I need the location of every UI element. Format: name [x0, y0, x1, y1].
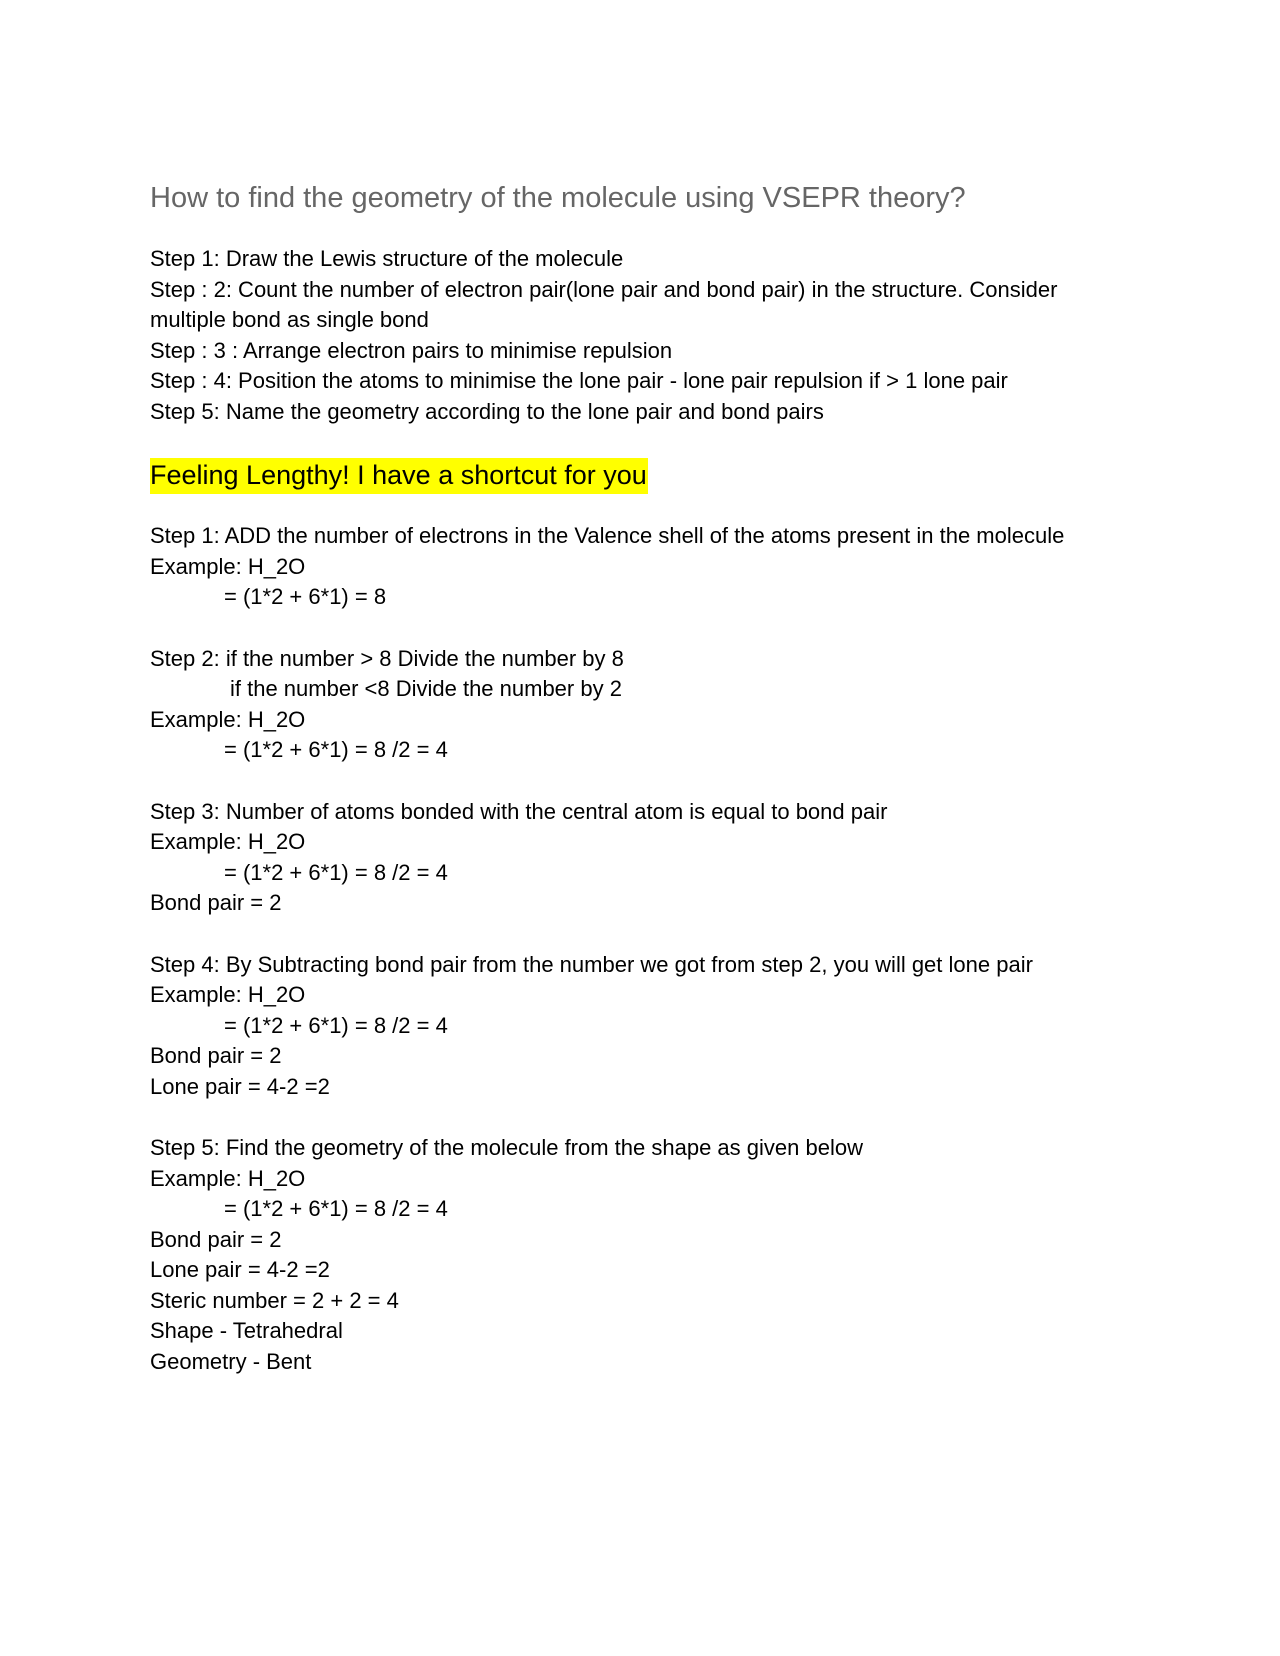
step-line: Step : 4: Position the atoms to minimise the lone pair - lone pair repulsion if > 1 lone pair — [150, 368, 1008, 393]
shortcut-step-1 — [150, 521, 1150, 613]
example-line: Example: H_2O — [150, 1165, 306, 1191]
bond-pair-line: Bond pair = 2 — [150, 1226, 282, 1252]
step-line: Step : 3 : Arrange electron pairs to minimise repulsion — [150, 337, 673, 363]
step-line: Step 1: Draw the Lewis structure of the molecule — [150, 246, 624, 271]
step-heading: Step 3: Number of atoms bonded with the central atom is equal to bond pair — [150, 798, 888, 824]
step-line: multiple bond as single bond — [150, 307, 429, 332]
bond-pair-line: Bond pair = 2 — [150, 1043, 282, 1068]
calc-line: = (1*2 + 6*1) = 8 — [224, 584, 387, 609]
example-line: Example: H_2O — [150, 706, 306, 732]
vsepr-steps — [150, 244, 1150, 427]
step-line: Step : 2: Count the number of electron pair(lone pair and bond pair) in the structure. Consider — [150, 276, 1058, 302]
lone-pair-line: Lone pair = 4-2 =2 — [150, 1257, 330, 1282]
page-title: How to find the geometry of the molecule using VSEPR theory? — [150, 182, 966, 214]
shape-line: Shape - Tetrahedral — [150, 1318, 343, 1343]
step-heading-cont: if the number <8 Divide the number by 2 — [230, 676, 622, 701]
calc-line: = (1*2 + 6*1) = 8 /2 = 4 — [224, 1012, 448, 1038]
shortcut-step-2 — [150, 644, 1150, 766]
lone-pair-line: Lone pair = 4-2 =2 — [150, 1073, 330, 1099]
example-line: Example: H_2O — [150, 982, 306, 1007]
calc-line: = (1*2 + 6*1) = 8 /2 = 4 — [224, 1196, 448, 1221]
bond-pair-line: Bond pair = 2 — [150, 890, 282, 915]
calc-line: = (1*2 + 6*1) = 8 /2 = 4 — [224, 859, 448, 885]
example-line: Example: H_2O — [150, 829, 306, 854]
step-heading: Step 1: ADD the number of electrons in the Valence shell of the atoms present in the molecule — [150, 523, 1065, 548]
geometry-line: Geometry - Bent — [150, 1348, 312, 1374]
shortcut-step-4 — [150, 950, 1150, 1103]
step-heading: Step 5: Find the geometry of the molecule from the shape as given below — [150, 1135, 863, 1160]
steric-number-line: Steric number = 2 + 2 = 4 — [150, 1287, 399, 1313]
shortcut-step-5 — [150, 1133, 1150, 1377]
shortcut-heading — [150, 455, 1150, 495]
shortcut-step-3 — [150, 797, 1150, 919]
calc-line: = (1*2 + 6*1) = 8 /2 = 4 — [224, 737, 448, 762]
highlighted-text: Feeling Lengthy! I have a shortcut for you — [150, 458, 648, 494]
step-heading: Step 4: By Subtracting bond pair from the number we got from step 2, you will get lone pair — [150, 951, 1033, 977]
step-heading: Step 2: if the number > 8 Divide the number by 8 — [150, 645, 624, 671]
example-line: Example: H_2O — [150, 553, 306, 579]
step-line: Step 5: Name the geometry according to the lone pair and bond pairs — [150, 398, 824, 424]
document-page — [150, 176, 1150, 1377]
